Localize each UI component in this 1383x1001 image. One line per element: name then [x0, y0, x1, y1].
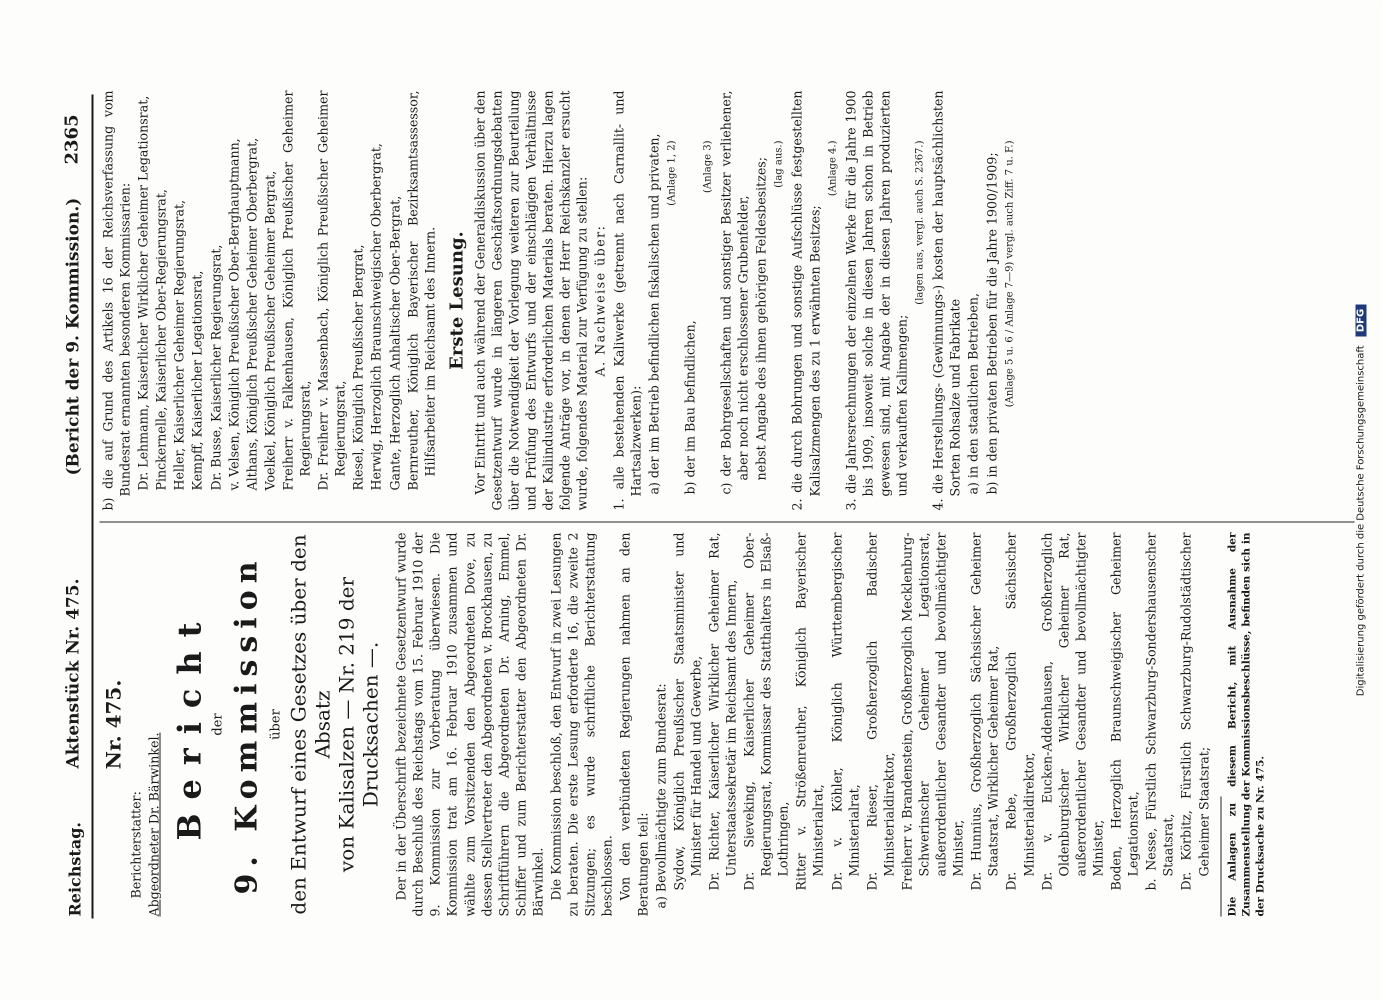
footnote: Die Anlagen zu diesem Bericht, mit Ausnahme der Zusammenstellung der Kommissionsbeschlüsse, befinden sich in der Drucksache zu Nr. 475. [1226, 532, 1267, 917]
list-item: 2. die durch Bohrungen und sonstige Aufschlüsse festgestellten Kalisalzmengen des zu 1 erwähnten Besitzes; [789, 90, 823, 511]
a-heading: A. Nachweise über: [592, 224, 608, 377]
lesung-paragraph: Vor Eintritt und auch während der Generaldiskussion über den Gesetzentwurf wurde in längeren Geschäftsordnungsdebatten über die Notwendigkeit der Vorlegung weiteren zur Beurteilung und Prüfung des Entwurfs und der einschlägigen Verhältnisse der Kaliindustrie erforderlichen Materials beraten. Hierzu lagen folgende Anträge vor, in denen der Herr Reichskanzler ersucht wurde, folgendes Material zur Verfügung zu stellen: [472, 90, 590, 511]
list-item: Voelkel, Königlich Preußischer Geheimer Bergrat, [262, 170, 278, 491]
list-item: a) in den staatlichen Betrieben, [965, 293, 981, 495]
list-item: 1. alle bestehenden Kaliwerke (getrennt nach Carnallit- und Hartsalzwerken): [611, 90, 644, 511]
list-item: Dr. Körbitz, Fürstlich Schwarzburg-Rudolstädtischer Geheimer Staatsrat; [1178, 532, 1211, 891]
annex-reference: (Anlage 4.) [827, 140, 839, 197]
list-item: v. Velsen, Königlich Preußischer Ober-Berghauptmann, [226, 138, 242, 491]
rotated-document-page [0, 1, 1383, 1001]
dfg-logo: DFG [1356, 305, 1367, 336]
list-item: Bernreuther, Königlich Bayerischer Bezirksamtsassessor, Hilfsarbeiter im Reichsamt des Innern. [405, 90, 438, 491]
list-item: Dr. v. Köhler, Königlich Württembergischer Ministerialrat, [829, 532, 862, 891]
list-item: Dr. Lehmann, Kaiserlicher Wirklicher Geheimer Legationsrat, [135, 95, 151, 491]
item-b: b) die auf Grund des Artikels 16 der Reichsverfassung vom Bundesrat ernannten besonderen Kommissarien: [100, 90, 133, 511]
list-item: Althans, Königlich Preußischer Geheimer Oberbergrat, [244, 137, 260, 491]
header-section: (Bericht der 9. Kommission.) [63, 197, 84, 476]
reporter-name: Abgeordneter Dr. Bärwinkel. [146, 732, 162, 917]
list-item: Freiherr v. Brandenstein, Großherzoglich Mecklenburg-Schwerinscher Geheimer Legationsrat, außerordentlicher Gesandter und bevollmächtigter Minister, [899, 532, 966, 891]
list-item: Herwig, Herzoglich Braunschweigischer Oberbergrat, [368, 143, 384, 491]
list-item: Dr. Rieser, Großherzoglich Badischer Ministerialdirektor, [864, 532, 897, 891]
participants-paragraph: Von den verbündeten Regierungen nahmen an den Beratungen teil: [617, 532, 650, 917]
list-item: b) der im Bau befindlichen, [682, 320, 698, 495]
list-item: Gante, Herzoglich Anhaltischer Ober-Bergrat, [387, 195, 402, 491]
list-item: Dr. Busse, Kaiserlicher Regierungsrat, [208, 244, 224, 491]
commission-title: 9. Kommission [229, 554, 265, 895]
reporter-label: Berichterstatter: [128, 791, 144, 899]
section-heading: Erste Lesung. [446, 231, 468, 370]
list-item: Riesel, Königlich Preußischer Bergrat, [350, 244, 366, 491]
footnote-rule [1220, 797, 1221, 917]
header-rule [92, 95, 94, 919]
list-item: b. Nesse, Fürstlich Schwarzburg-Sondershausenscher Staatsrat, [1143, 532, 1176, 891]
intro-paragraph: Der in der Überschrift bezeichnete Gesetzentwurf wurde durch Beschluß des Reichstags vom 15. Februar 1910 der 9. Kommission zur Vorberatung überwiesen. Die Kommission trat am 16. Februar 1910 zusammen und wählte zum Vorsitzenden den Abgeordneten Dove, zu dessen Stellvertreter den Abgeordneten v. Brockhausen, zu Schriftführern die Abgeordneten Dr. Arning, Emmel, Schiffer und zum Berichterstatter den Abgeordneten Dr. Bärwinkel. [393, 532, 546, 917]
annex-reference: (lag aus.) [773, 140, 785, 188]
list-item: Ritter v. Strößenreuther, Königlich Bayerischer Ministerialrat, [793, 532, 826, 891]
list-item: Heller, Kaiserlicher Geheimer Regierungsrat, [171, 199, 187, 491]
column-divider [100, 522, 1355, 523]
digitization-text: Digitalisierung gefördert durch die Deutsche Forschungsgemeinschaft [1355, 345, 1367, 697]
header-center: Aktenstück Nr. 475. [63, 578, 84, 769]
subject-line-2: von Kalisalzen — Nr. 219 der Drucksachen —. [334, 576, 383, 873]
annex-reference: (Anlage 1, 2) [666, 140, 678, 206]
title-der: der [210, 713, 226, 736]
subject-line-1: den Entwurf eines Gesetzes über den Absatz [286, 534, 335, 915]
lesungen-paragraph: Die Kommission beschloß, den Entwurf in zwei Lesungen zu beraten. Die erste Lesung erforderte 16, die zweite 2 Sitzungen; es wurde schriftliche Berichterstattung beschlossen. [548, 532, 615, 917]
annex-reference: (Anlage 5 u. 6 / Anlage 7—9) vergl. auch Ziff. 7 u. F.) [1004, 140, 1016, 408]
commissioners-list [135, 91, 439, 511]
list-item: a) der im Betrieb befindlichen fiskalischen und privaten, [646, 133, 662, 495]
list-item: Dr. Richter, Kaiserlicher Wirklicher Geheimer Rat, Unterstaatssekretär im Reichsamt des Innern, [706, 532, 739, 891]
right-column [100, 91, 1020, 511]
left-column [100, 533, 1269, 917]
list-item: Dr. Sieveking, Kaiserlicher Geheimer Ober-Regierungsrat, Kommissar des Statthalters in Elsaß-Lothringen, [741, 532, 791, 891]
header-left: Reichstag. [65, 822, 85, 917]
list-item: Boden, Herzoglich Braunschweigischer Geheimer Legationsrat, [1108, 532, 1141, 891]
list-item: Dr. Hunnius, Großherzoglich Sächsischer Geheimer Staatsrat, Wirklicher Geheimer Rat, [968, 532, 1001, 891]
list-item: b) in den privaten Betrieben für die Jahre 1900/1909; [984, 152, 999, 495]
list-item: 4. die Herstellungs- (Gewinnungs-) kosten der hauptsächlichsten Sorten Rohsalze und Fabrikate [930, 90, 963, 511]
document-number: Nr. 475. [101, 679, 126, 770]
list-item: Kempff, Kaiserlicher Legationsrat, [189, 270, 205, 491]
list-item: c) der Bohrgesellschaften und sonstiger Besitzer verliehener, aber noch nicht erschlossener Grubenfelder, [718, 90, 751, 495]
digitization-note [1356, 21, 1367, 981]
list-item: Pinckernelle, Kaiserlicher Ober-Regierungsrat, [153, 189, 169, 491]
list-item: Dr. Rebe, Großherzoglich Sächsischer Ministerialdirektor, [1003, 532, 1037, 891]
report-title: Bericht [170, 608, 209, 841]
list-item: nebst Angabe des ihnen gehörigen Feldesbesitzes; [753, 157, 769, 481]
annex-reference: (lagen aus, vergl. auch S. 2367.) [914, 140, 926, 305]
list-item: Sydow, Königlich Preußischer Staatsminister und Minister für Handel und Gewerbe, [671, 532, 704, 891]
proposal-items [610, 91, 1018, 511]
page-number: 2365 [61, 114, 83, 165]
list-item: Dr. v. Eucken-Addenhausen, Großherzoglich Oldenburgischer Wirklicher Geheimer Rat, außerordentlicher Gesandter und bevollmächtigter Minister, [1039, 532, 1106, 891]
annex-reference: (Anlage 3) [702, 140, 714, 193]
title-ueber: über [268, 709, 284, 740]
plenipotentiaries-list [670, 533, 1212, 917]
list-item: Dr. Freiherr v. Massenbach, Königlich Preußischer Geheimer Regierungsrat, [315, 90, 348, 491]
list-item: Freiherr v. Falkenhausen, Königlich Preußischer Geheimer Regierungsrat, [280, 90, 313, 491]
item-a: a) Bevollmächtigte zum Bundesrat: [653, 683, 669, 909]
list-item: 3. die Jahresrechnungen der einzelnen Werke für die Jahre 1900 bis 1909, insoweit solche in diesen Jahren schon in Betrieb gewesen sind, mit Angabe der in diesen Jahren produzierten und verkauften Kalimengen; [843, 90, 910, 511]
